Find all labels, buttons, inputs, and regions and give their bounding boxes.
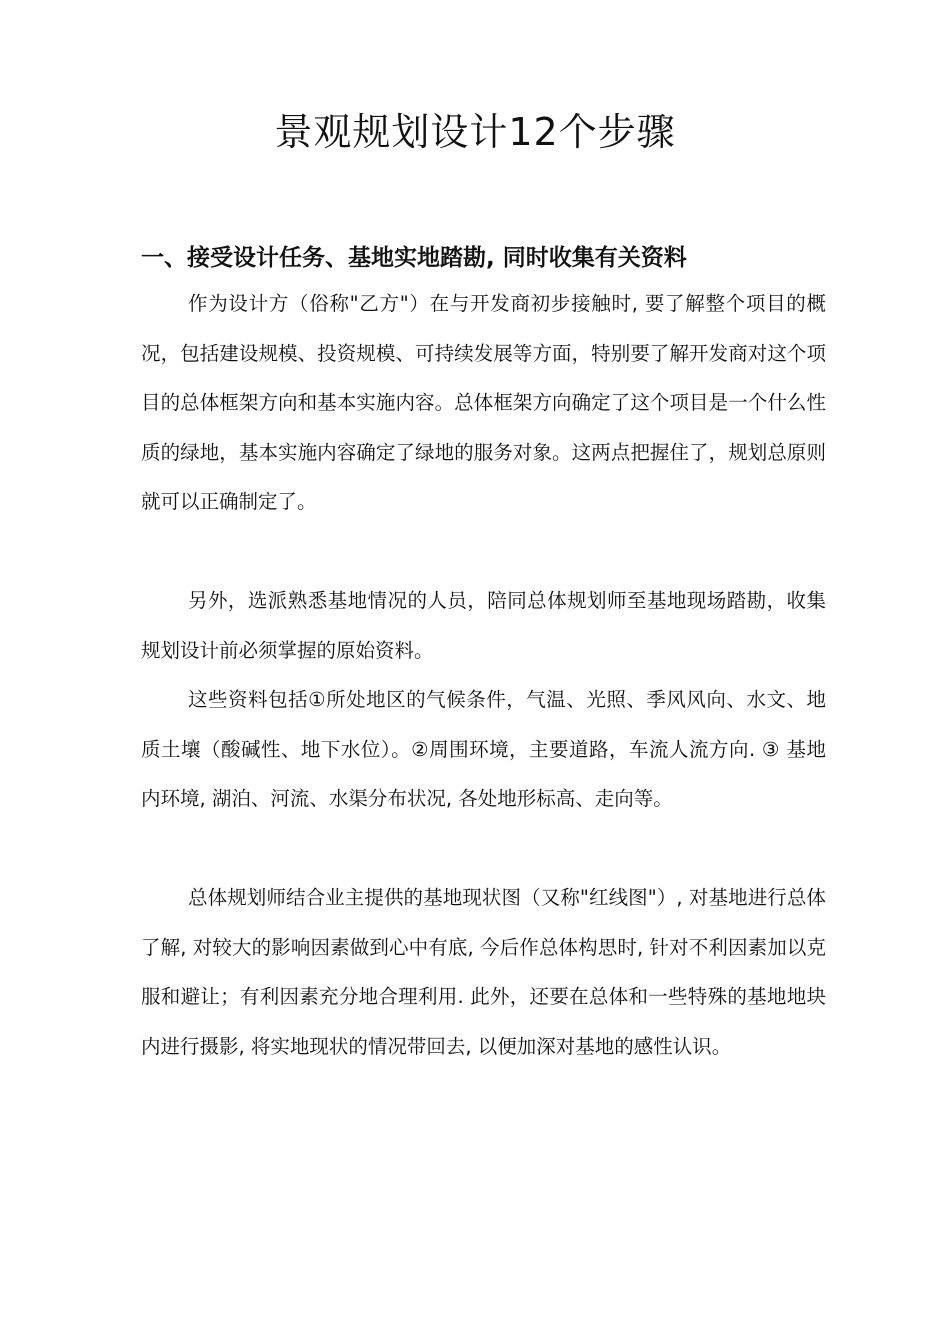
section-heading: 一、接受设计任务、基地实地踏勘, 同时收集有关资料 — [141, 245, 687, 271]
body-paragraph: 总体规划师结合业主提供的基地现状图（又称"红线图"）, 对基地进行总体了解, 对较大的影响因素做到心中有底, 今后作总体构思时, 针对不利因素加以克服和避让；有利因素充分地合理利用. 此外，还要在总体和一些特殊的基地地块内进行摄影, 将实地现状的情况带回去, 以便加深对基地的感性认识。 — [141, 886, 826, 1058]
page-title: 景观规划设计12个步骤 — [274, 110, 676, 154]
body-paragraph: 另外，选派熟悉基地情况的人员，陪同总体规划师至基地现场踏勘，收集规划设计前必须掌握的原始资料。 — [141, 589, 826, 662]
body-paragraph: 作为设计方（俗称"乙方"）在与开发商初步接触时, 要了解整个项目的概况，包括建设规模、投资规模、可持续发展等方面，特别要了解开发商对这个项目的总体框架方向和基本实施内容。总体框架方向确定了这个项目是一个什么性质的绿地，基本实施内容确定了绿地的服务对象。这两点把握住了，规划总原则就可以正确制定了。 — [141, 292, 826, 513]
body-paragraph: 这些资料包括①所处地区的气候条件，气温、光照、季风风向、水文、地质土壤（酸碱性、地下水位）。②周围环境，主要道路，车流人流方向. ③ 基地内环境, 湖泊、河流、水渠分布状况, 各处地形标高、走向等。 — [141, 688, 826, 810]
